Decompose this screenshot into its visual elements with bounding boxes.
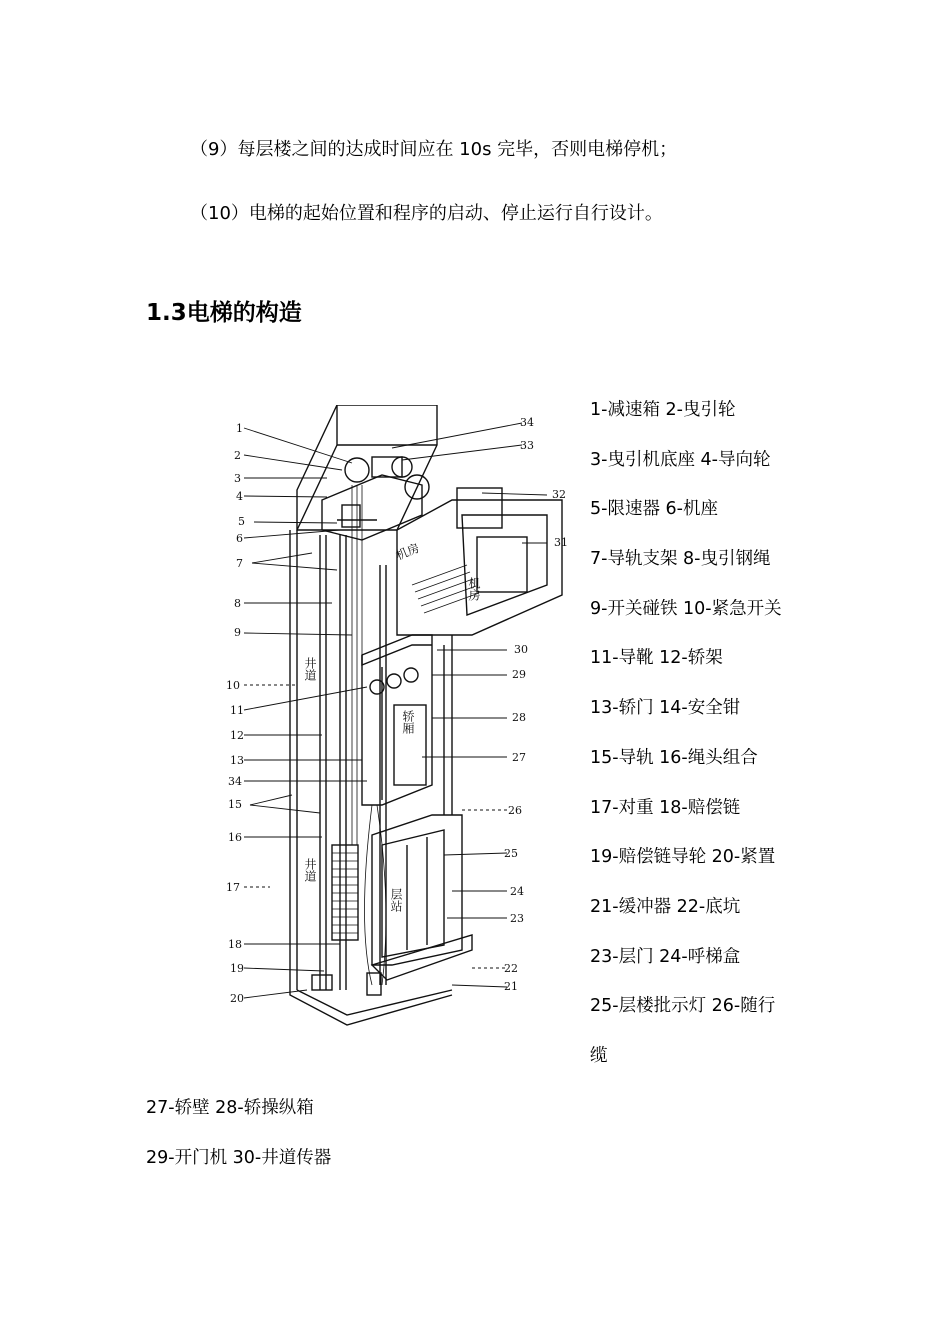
section-heading: 1.3电梯的构造: [146, 300, 302, 326]
callout-number: 33: [520, 439, 534, 452]
machine-room-side-label: 机房: [467, 577, 481, 601]
callout-number: 11: [230, 704, 244, 717]
paragraph-10: （10）电梯的起始位置和程序的启动、停止运行自行设计。: [190, 203, 663, 224]
legend-item: 11-导靴 12-轿架: [590, 648, 723, 669]
callout-number: 34: [520, 416, 534, 429]
component-legend: [590, 398, 830, 1094]
callout-number: 31: [554, 536, 568, 549]
legend-continuation-1: 27-轿壁 28-轿操纵箱: [146, 1098, 314, 1118]
legend-item: 1-减速箱 2-曳引轮: [590, 400, 736, 420]
callout-number: 7: [236, 557, 243, 570]
callout-number: 32: [552, 488, 566, 501]
legend-item: 9-开关碰铁 10-紧急开关: [590, 598, 782, 619]
callout-number: 19: [230, 962, 244, 975]
callout-number: 30: [514, 643, 528, 656]
callout-number: 8: [234, 597, 241, 610]
legend-item: 15-导轨 16-绳头组合: [590, 747, 758, 768]
callout-number: 4: [236, 490, 243, 503]
callout-number: 20: [230, 992, 244, 1005]
callout-number: 18: [228, 938, 242, 951]
callout-number: 13: [230, 754, 244, 767]
callout-number: 5: [238, 515, 245, 528]
callout-number: 1: [236, 422, 243, 435]
legend-item: 19-赔偿链导轮 20-紧置: [590, 847, 776, 868]
legend-continuation-2: 29-开门机 30-井道传器: [146, 1148, 332, 1168]
callout-number: 9: [234, 626, 241, 639]
legend-item: 3-曳引机底座 4-导向轮: [590, 449, 771, 470]
callout-number: 10: [226, 679, 240, 692]
callout-number: 12: [230, 729, 244, 742]
callout-number: 25: [504, 847, 518, 860]
callout-number: 28: [512, 711, 526, 724]
callout-number: 27: [512, 751, 526, 764]
legend-item: 13-轿门 14-安全钳: [590, 698, 741, 719]
elevator-structure-diagram: [222, 405, 570, 1035]
callout-number: 21: [504, 980, 518, 993]
callout-number: 26: [508, 804, 522, 817]
callout-number: 23: [510, 912, 524, 925]
legend-item: 7-导轨支架 8-曳引钢绳: [590, 549, 771, 570]
legend-item: 23-层门 24-呼梯盒: [590, 946, 741, 967]
callout-number: 2: [234, 449, 241, 462]
callout-number: 17: [226, 881, 240, 894]
legend-item: 17-对重 18-赔偿链: [590, 797, 741, 818]
legend-item: 5-限速器 6-机座: [590, 499, 718, 520]
legend-item: 25-层楼批示灯 26-随行: [590, 996, 776, 1017]
callout-number: 16: [228, 831, 242, 844]
callout-number: 34: [228, 775, 242, 788]
machine-room-label: 机房: [393, 540, 422, 563]
car-label: 轿厢: [401, 710, 415, 734]
landing-label: 层站: [389, 888, 403, 912]
callout-number: 3: [234, 472, 241, 485]
callout-number: 6: [236, 532, 243, 545]
shaft-label-lower: 井道: [303, 858, 317, 882]
paragraph-9: （9）每层楼之间的达成时间应在 10s 完毕，否则电梯停机；: [190, 139, 678, 160]
callout-number: 29: [512, 668, 526, 681]
legend-item: 21-缓冲器 22-底坑: [590, 896, 741, 917]
callout-number: 22: [504, 962, 518, 975]
legend-item: 缆: [590, 1045, 608, 1066]
shaft-label-upper: 井道: [303, 657, 317, 681]
callout-number: 15: [228, 798, 242, 811]
callout-number: 24: [510, 885, 524, 898]
